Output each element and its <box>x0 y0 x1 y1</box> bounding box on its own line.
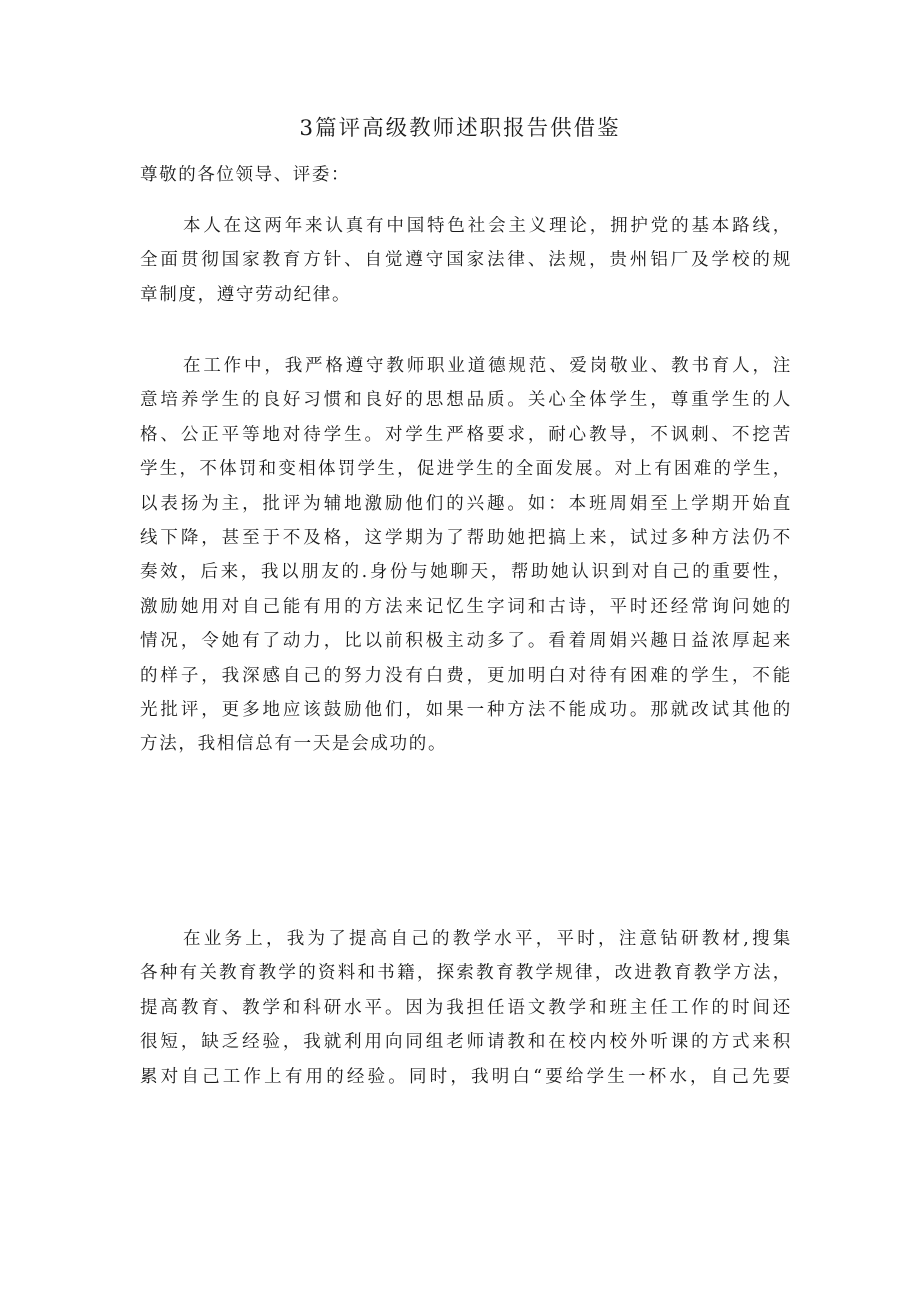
paragraph-line: 意培养学生的良好习惯和良好的思想品质。关心全体学生，尊重学生的人 <box>140 390 792 411</box>
paragraph-line: 线下降，甚至于不及格，这学期为了帮助她把搞上来，试过多种方法仍不 <box>140 528 792 549</box>
paragraph-line: 学生，不体罚和变相体罚学生，促进学生的全面发展。对上有困难的学生， <box>140 459 792 480</box>
paragraph-line: 以表扬为主，批评为辅地激励他们的兴趣。如：本班周娟至上学期开始直 <box>140 493 792 514</box>
paragraph-3 <box>140 922 792 1094</box>
paragraph-2 <box>140 349 792 762</box>
paragraph-line: 很短，缺乏经验，我就利用向同组老师请教和在校内校外听课的方式来积 <box>140 1032 792 1053</box>
paragraph-line: 各种有关教育教学的资料和书籍，探索教育教学规律，改进教育教学方法， <box>140 963 792 984</box>
paragraph-line: 激励她用对自己能有用的方法来记忆生字词和古诗，平时还经常询问她的 <box>140 596 792 617</box>
paragraph-line: 光批评，更多地应该鼓励他们，如果一种方法不能成功。那就改试其他的 <box>140 700 792 721</box>
paragraph-line: 格、公正平等地对待学生。对学生严格要求，耐心教导，不讽刺、不挖苦 <box>140 424 792 445</box>
paragraph-1 <box>140 209 792 312</box>
paragraph-line: 章制度，遵守劳动纪律。 <box>140 284 352 305</box>
paragraph-line: 在业务上，我为了提高自己的教学水平，平时，注意钻研教材,搜集 <box>183 929 792 949</box>
paragraph-line: 在工作中，我严格遵守教师职业道德规范、爱岗敬业、教书育人，注 <box>183 356 792 376</box>
paragraph-line: 的样子，我深感自己的努力没有白费，更加明白对待有困难的学生，不能 <box>140 665 792 686</box>
paragraph-line: 累对自己工作上有用的经验。同时，我明白“要给学生一杯水，自己先要 <box>140 1066 792 1087</box>
paragraph-line: 情况，令她有了动力，比以前积极主动多了。看着周娟兴趣日益浓厚起来 <box>140 631 792 652</box>
paragraph-line: 全面贯彻国家教育方针、自觉遵守国家法律、法规，贵州铝厂及学校的规 <box>140 250 792 271</box>
paragraph-line: 本人在这两年来认真有中国特色社会主义理论，拥护党的基本路线， <box>183 216 792 236</box>
paragraph-line: 提高教育、教学和科研水平。因为我担任语文教学和班主任工作的时间还 <box>140 997 792 1018</box>
document-title: 3篇评高级教师述职报告供借鉴 <box>299 116 621 141</box>
salutation: 尊敬的各位领导、评委： <box>140 165 351 185</box>
paragraph-line: 奏效，后来，我以朋友的.身份与她聊天，帮助她认识到对自己的重要性， <box>140 562 792 583</box>
paragraph-line: 方法，我相信总有一天是会成功的。 <box>140 734 448 755</box>
